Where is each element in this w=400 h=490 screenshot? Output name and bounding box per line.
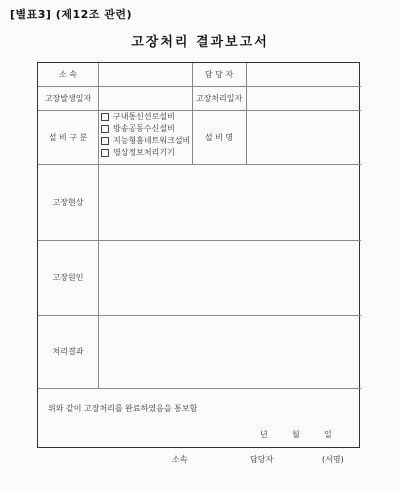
footer-manager-label: 담당자: [250, 455, 274, 464]
symptom-field[interactable]: [99, 164, 360, 240]
year-label: 년: [260, 430, 268, 439]
checkbox[interactable]: [101, 137, 109, 145]
equipment-name-label: 설 비 명: [204, 132, 234, 142]
failure-date-label: 고장발생일자: [44, 93, 92, 103]
result-label: 처리결과: [52, 347, 84, 356]
checkbox[interactable]: [101, 149, 109, 157]
checkbox[interactable]: [101, 113, 109, 121]
repair-date-label: 고장처리일자: [195, 93, 243, 103]
equipment-option[interactable]: 방송공동수신설비: [101, 123, 190, 135]
form-number-label: [별표3] (제12조 관련): [10, 8, 132, 21]
equipment-type-label: 설 비 구 분: [48, 132, 88, 142]
cause-label: 고장원인: [52, 273, 84, 282]
equipment-option[interactable]: 영상정보처리기기: [101, 147, 190, 159]
failure-date-field[interactable]: [99, 86, 192, 110]
day-label: 일: [324, 430, 332, 439]
row-divider: [38, 388, 361, 389]
cause-field[interactable]: [99, 240, 360, 315]
equipment-option[interactable]: 지능형홈네트워크설비: [101, 135, 190, 147]
footer-department-label: 소속: [172, 455, 188, 464]
document-title: 고장처리 결과보고서: [131, 35, 269, 50]
equipment-option[interactable]: 구내통신선로설비: [101, 111, 190, 123]
manager-value-field[interactable]: [247, 63, 360, 86]
symptom-label: 고장현상: [52, 197, 84, 207]
month-label: 월: [292, 430, 300, 439]
department-value-field[interactable]: [99, 63, 192, 86]
result-field[interactable]: [99, 315, 360, 388]
signature-label: (서명): [322, 455, 344, 464]
completion-statement: 위와 같이 고장처리를 완료하였음을 통보함: [48, 404, 198, 413]
equipment-type-options: [101, 111, 190, 159]
report-form-table: [37, 62, 360, 448]
manager-label: 담 당 자: [204, 70, 234, 79]
equipment-name-field[interactable]: [247, 110, 360, 164]
checkbox[interactable]: [101, 125, 109, 133]
repair-date-field[interactable]: [247, 86, 360, 110]
department-label: 소 속: [59, 70, 77, 79]
